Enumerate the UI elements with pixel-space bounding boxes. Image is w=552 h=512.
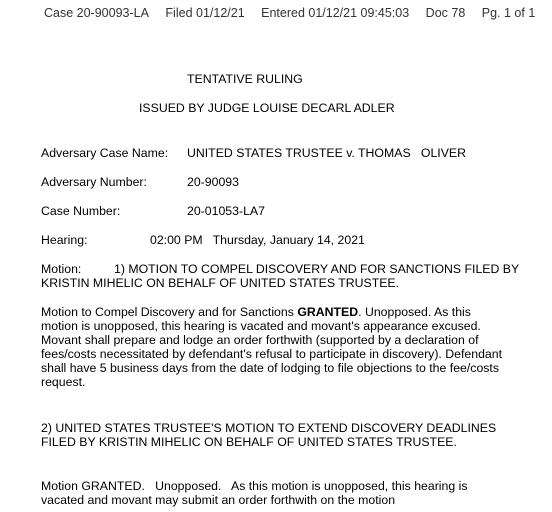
ruling-1-prefix: Motion to Compel Discovery and for Sanctions (41, 305, 298, 319)
motion-1-line-1: 1) MOTION TO COMPEL DISCOVERY AND FOR SANCTIONS FILED BY (114, 262, 520, 276)
hearing-value: 02:00 PM Thursday, January 14, 2021 (150, 233, 365, 247)
motion-2-paragraph: 2) UNITED STATES TRUSTEE'S MOTION TO EXTEND DISCOVERY DEADLINES FILED BY KRISTIN MIHELIC ON BEHALF OF UNITED STATES TRUSTEE. (41, 421, 507, 449)
issued-by: ISSUED BY JUDGE LOUISE DECARL ADLER (139, 101, 395, 115)
ruling-2-paragraph: Motion GRANTED. Unopposed. As this motion is unopposed, this hearing is vacated and movant may submit an order forthwith on the motion (41, 479, 471, 507)
ruling-1-text: . Unopposed. As this motion is unopposed, this hearing is vacated and movant's appearance excused. Movant shall prepare and lodge an order forthwith (supported by a declaration of fees/costs necessitated by defendant's refusal to participate in discovery). Defendant shall have 5 business days from the date of lodging to file objections to the fee/costs request. (41, 305, 503, 389)
header-case: Case 20-90093-LA (44, 6, 149, 20)
case-number-label: Case Number: (41, 204, 121, 218)
case-number-value: 20-01053-LA7 (187, 204, 265, 218)
adversary-case-name-value: UNITED STATES TRUSTEE v. THOMAS OLIVER (187, 146, 466, 160)
ruling-1-granted: GRANTED (297, 305, 359, 319)
ruling-1-paragraph (41, 305, 511, 389)
adversary-case-name-label: Adversary Case Name: (41, 146, 169, 160)
header-doc: Doc 78 (425, 6, 466, 20)
header-page: Pg. 1 of 1 (481, 6, 536, 20)
document-title: TENTATIVE RULING (187, 72, 303, 86)
adversary-number-value: 20-90093 (187, 175, 239, 189)
motion-label: Motion: (41, 262, 82, 276)
header-entered: Entered 01/12/21 09:45:03 (261, 6, 410, 20)
adversary-number-label: Adversary Number: (41, 175, 147, 189)
header-filed: Filed 01/12/21 (165, 6, 245, 20)
motion-1-line-2: KRISTIN MIHELIC ON BEHALF OF UNITED STATES TRUSTEE. (41, 276, 400, 290)
filing-header (44, 6, 535, 20)
hearing-label: Hearing: (41, 233, 88, 247)
